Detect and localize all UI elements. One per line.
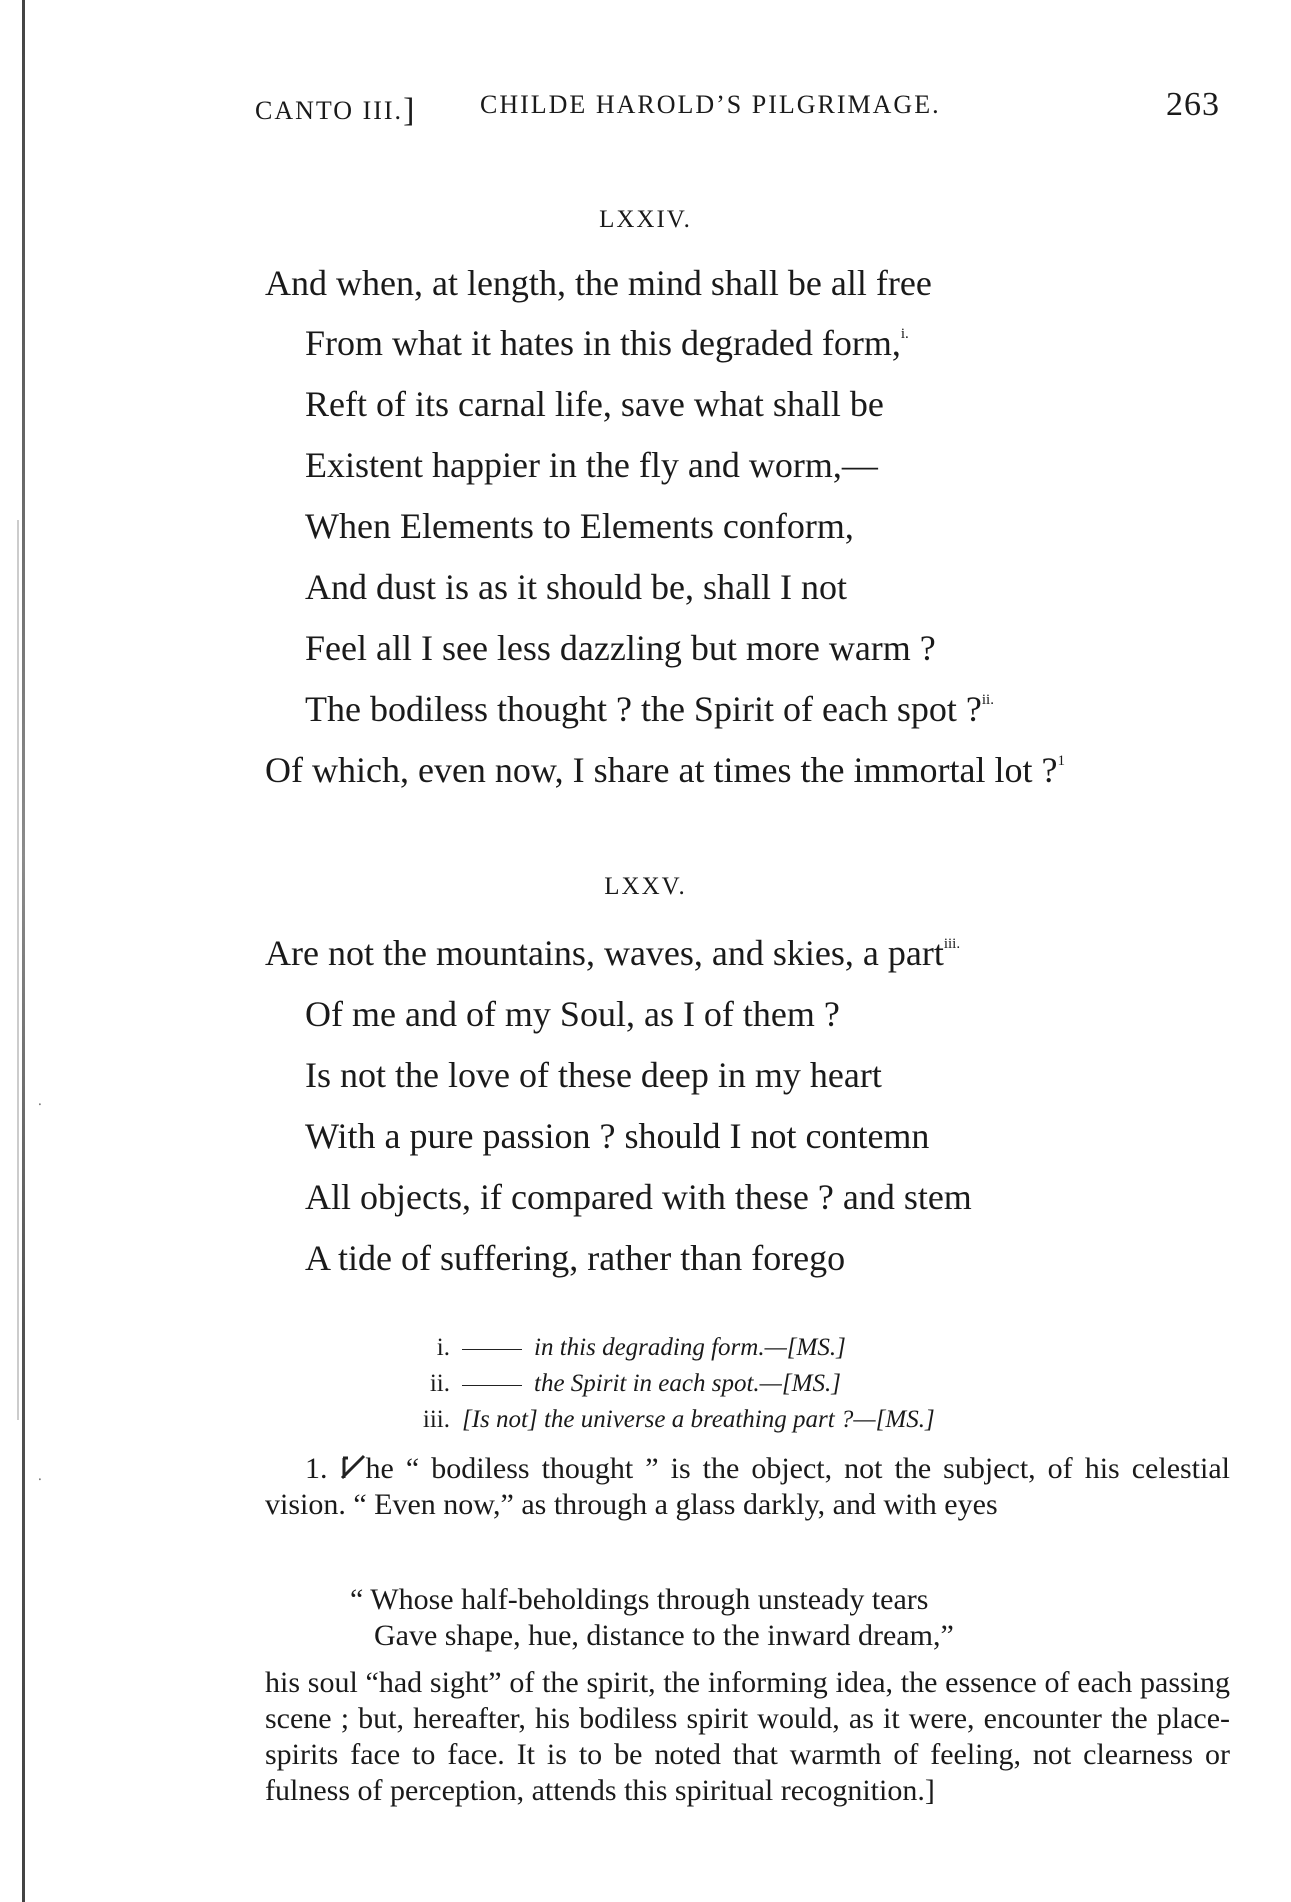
stanza-number: LXXIV. [599,206,692,233]
footnote-quotation [350,1582,954,1654]
verse-line: Of which, even now, I share at times the immortal lot ?$^1$ [265,750,1065,790]
running-head-bracket: ] [403,92,417,129]
variant-reading: ii. the Spirit in each spot.—[MS.] [429,1370,841,1397]
quotation-line: Gave shape, hue, distance to the inward dream,” [374,1619,954,1652]
omission-dash [462,1349,522,1350]
verse-line: The bodiless thought ? the Spirit of each spot ?$^{ii.}$ [305,689,994,729]
footnote-intro: 1. he “ bodiless thought ” is the object, not the subject, of his celestial vision. “ Even now,” as through a glass darkly, and with eyes [265,1452,1230,1521]
footnote-body: his soul “had sight” of the spirit, the informing idea, the essence of each passing scene ; but, hereafter, his bodiless spirit would, as it were, encounter the place-spirits face to face. It is to be noted that warmth of feeling, not clearness or fulness of perception, attends this spiritual recognition.] [265,1666,1230,1807]
variant-marker: iii. [943,936,961,952]
pencil-mark-icon [340,1454,366,1482]
page-number: 263 [1166,86,1220,123]
verse-line: From what it hates in this degraded form,$^{i.}$ [305,323,909,363]
verse-line: When Elements to Elements conform, [305,506,854,546]
variant-marker: i. [900,326,909,342]
variant-readings [400,1334,935,1442]
verse-line: Existent happier in the fly and worm,— [305,445,878,485]
verse-line: With a pure passion ? should I not contemn [305,1116,930,1156]
margin-speck: ⸱ [38,1098,42,1113]
stanza-number: LXXV. [604,873,687,900]
verse-line: All objects, if compared with these ? and stem [305,1177,972,1217]
footnote-marker: 1 [1057,753,1065,769]
verse-line: And when, at length, the mind shall be all free [265,263,932,303]
variant-marker: ii. [981,692,994,708]
running-head-canto: CANTO III.] [255,92,417,129]
variant-reading: i. in this degrading form.—[MS.] [436,1334,846,1361]
omission-dash [462,1385,522,1386]
verse-line: Is not the love of these deep in my heart [305,1055,882,1095]
margin-speck: ⸱ [38,1473,42,1488]
verse-line: And dust is as it should be, shall I not [305,567,847,607]
verse-line: Of me and of my Soul, as I of them ? [305,994,840,1034]
variant-reading: iii. [Is not] the universe a breathing part ?—[MS.] [422,1406,935,1433]
verse-line: A tide of suffering, rather than forego [305,1238,846,1278]
verse-line: Reft of its carnal life, save what shall be [305,384,884,424]
verse-line: Feel all I see less dazzling but more warm ? [305,628,936,668]
running-head-title: CHILDE HAROLD’S PILGRIMAGE. [480,90,941,119]
verse-line: Are not the mountains, waves, and skies, a part$^{iii.}$ [265,933,961,973]
quotation-line: “ Whose half-beholdings through unsteady tears [350,1583,929,1616]
footnote-number: 1. [305,1452,328,1485]
running-head [255,86,1220,130]
